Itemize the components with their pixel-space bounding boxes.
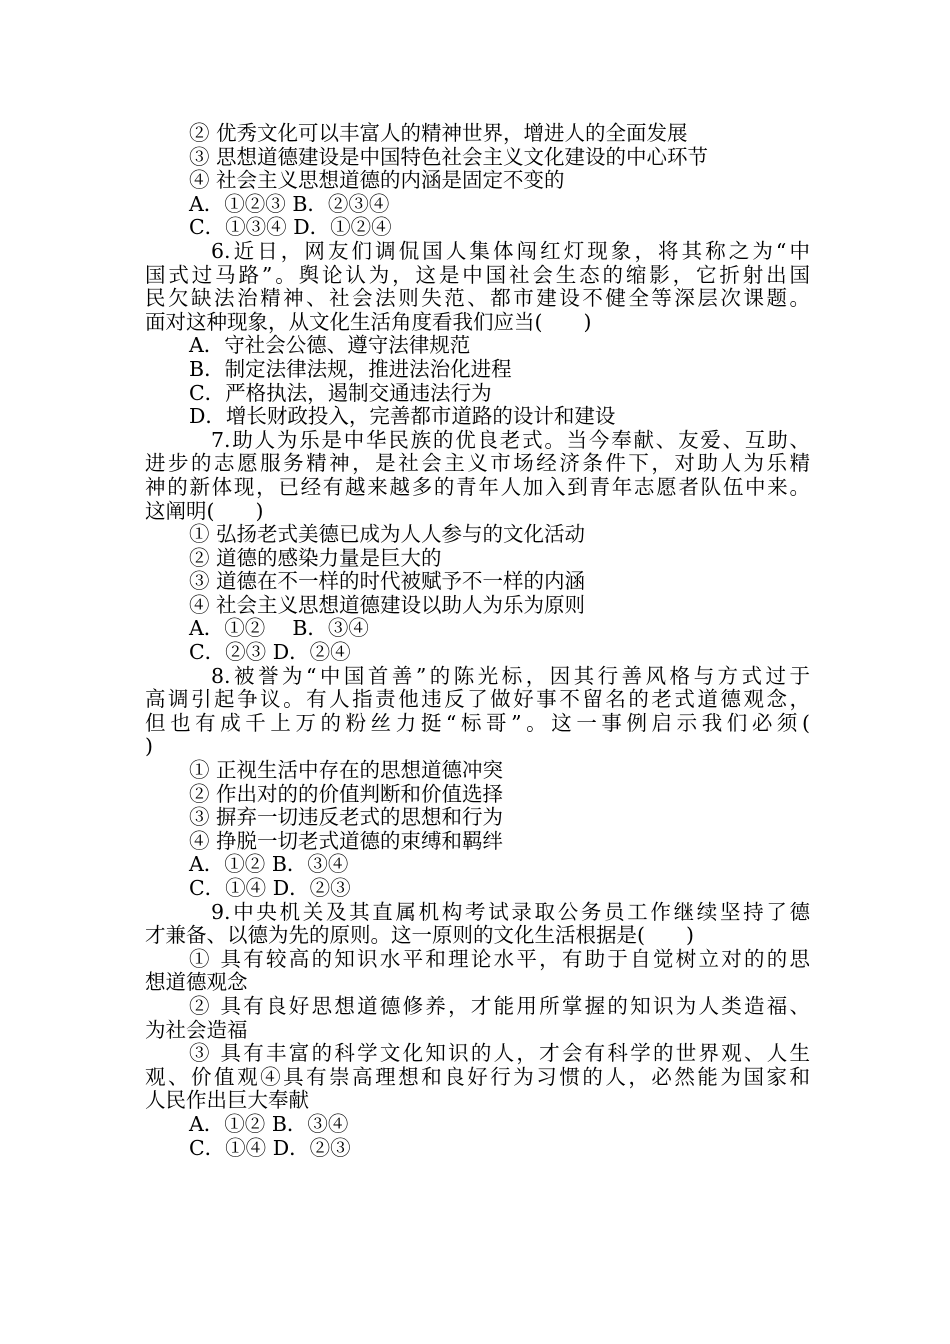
text-line: 但也有成千上万的粉丝力挺“标哥”。这一事例启示我们必须(	[145, 710, 810, 735]
text-line: 这阐明( )	[145, 498, 264, 523]
text-line: )	[145, 734, 153, 759]
text-line: 7.助人为乐是中华民族的优良老式。当今奉献、友爱、互助、	[211, 427, 810, 452]
text-line: 8.被誉为“中国首善”的陈光标，因其行善风格与方式过于	[211, 663, 810, 688]
text-line: ③ 思想道德建设是中国特色社会主义文化建设的中心环节	[189, 144, 709, 169]
text-line: 进步的志愿服务精神，是社会主义市场经济条件下，对助人为乐精	[145, 451, 810, 476]
text-line: B．制定法律法规，推进法治化进程	[189, 356, 512, 381]
text-line: 国式过马路”。舆论认为，这是中国社会生态的缩影，它折射出国	[145, 262, 810, 287]
document-body	[145, 122, 810, 1160]
text-line: A．①②③ B．②③④	[189, 191, 390, 216]
text-line: 才兼备、以德为先的原则。这一原则的文化生活根据是( )	[145, 923, 694, 948]
text-line: A．①② B．③④	[189, 852, 349, 877]
text-line: 面对这种现象，从文化生活角度看我们应当( )	[145, 309, 592, 334]
text-line: ③ 道德在不一样的时代被赋予不一样的内涵	[189, 569, 586, 594]
text-line: C．①④ D．②③	[189, 1135, 351, 1160]
text-line: 高调引起争议。有人指责他违反了做好事不留名的老式道德观念，	[145, 687, 810, 712]
text-line: C．①③④ D．①②④	[189, 215, 392, 240]
text-line: 想道德观念	[145, 970, 248, 995]
text-line: ④ 挣脱一切老式道德的束缚和羁绊	[189, 828, 504, 853]
text-line: 人民作出巨大奉献	[145, 1088, 309, 1113]
text-line: D．增长财政投入，完善都市道路的设计和建设	[189, 404, 616, 429]
text-line: ② 优秀文化可以丰富人的精神世界，增进人的全面发展	[189, 121, 688, 145]
text-line: A．①② B．③④	[189, 1111, 349, 1136]
text-line: 民欠缺法治精神、社会法则失范、都市建设不健全等深层次课题。	[145, 286, 810, 311]
text-line: 6.近日，网友们调侃国人集体闯红灯现象，将其称之为“中	[211, 238, 810, 263]
text-line: C．①④ D．②③	[189, 876, 351, 900]
text-line: ① 具有较高的知识水平和理论水平，有助于自觉树立对的的思	[189, 946, 810, 971]
text-line: C．②③ D．②④	[189, 640, 351, 665]
text-line: A．守社会公德、遵守法律规范	[189, 333, 471, 358]
text-line: ③ 摒弃一切违反老式的思想和行为	[189, 805, 504, 830]
text-line: A．①② B．③④	[189, 616, 369, 641]
text-line: 神的新体现，已经有越来越多的青年人加入到青年志愿者队伍中来。	[145, 474, 810, 499]
text-line: ③ 具有丰富的科学文化知识的人，才会有科学的世界观、人生	[189, 1041, 810, 1066]
text-line: ① 正视生活中存在的思想道德冲突	[189, 758, 504, 783]
text-line: ① 弘扬老式美德已成为人人参与的文化活动	[189, 522, 586, 547]
text-line: ② 具有良好思想道德修养，才能用所掌握的知识为人类造福、	[189, 993, 810, 1018]
text-line: ② 作出对的的价值判断和价值选择	[189, 781, 504, 806]
text-line: 9.中央机关及其直属机构考试录取公务员工作继续坚持了德	[211, 899, 810, 924]
text-line: ② 道德的感染力量是巨大的	[189, 545, 442, 570]
text-line: 为社会造福	[145, 1017, 248, 1042]
text-line: C．严格执法，遏制交通违法行为	[189, 380, 492, 405]
text-line: ④ 社会主义思想道德的内涵是固定不变的	[189, 168, 565, 193]
text-line: 观、价值观④具有崇高理想和良好行为习惯的人，必然能为国家和	[145, 1064, 810, 1089]
text-line: ④ 社会主义思想道德建设以助人为乐为原则	[189, 592, 586, 617]
